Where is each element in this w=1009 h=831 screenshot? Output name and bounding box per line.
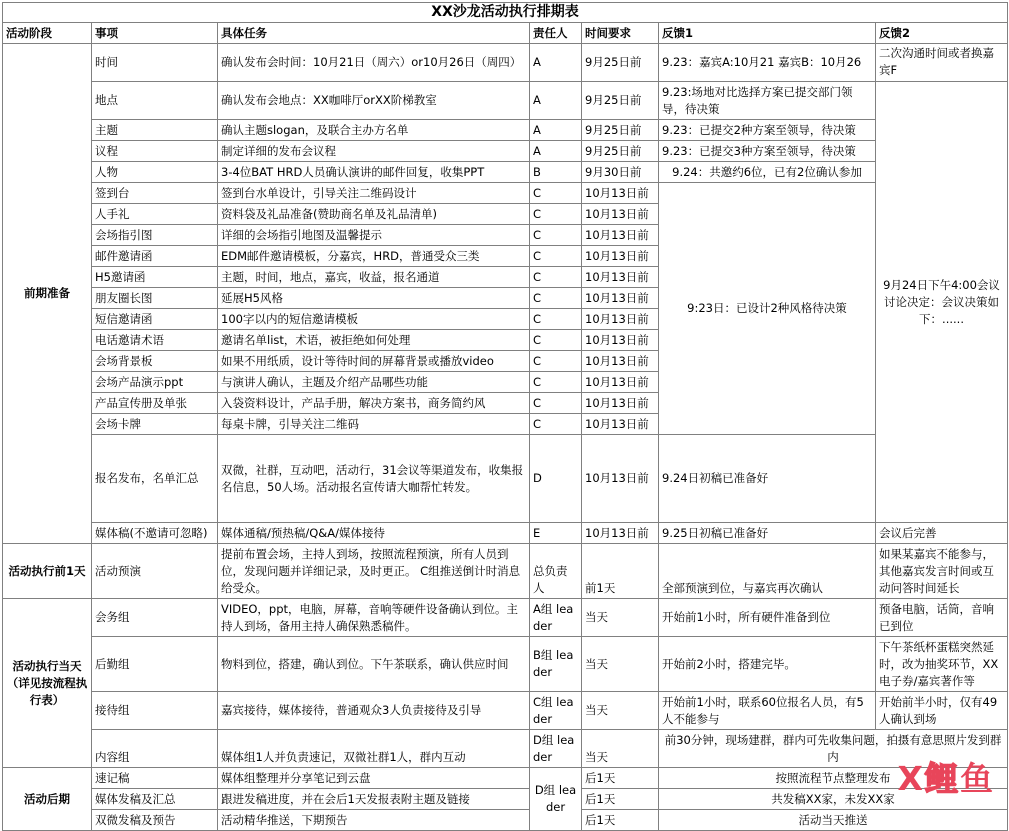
task-cell: 嘉宾接待，媒体接待，普通观众3人负责接待及引导 bbox=[218, 692, 530, 730]
task-cell: 延展H5风格 bbox=[218, 288, 530, 309]
header-feedback1: 反馈1 bbox=[659, 23, 876, 44]
due-cell: 9月25日前 bbox=[582, 141, 659, 162]
header-stage: 活动阶段 bbox=[3, 23, 92, 44]
item-cell: 媒体稿(不邀请可忽略) bbox=[92, 523, 218, 544]
task-cell: 物料到位，搭建，确认到位。下午茶联系，确认供应时间 bbox=[218, 637, 530, 692]
task-cell: 跟进发稿进度，并在会后1天发报表附主题及链接 bbox=[218, 789, 530, 810]
feedback2-cell: 二次沟通时间或者换嘉宾F bbox=[876, 44, 1008, 82]
header-feedback2: 反馈2 bbox=[876, 23, 1008, 44]
header-task: 具体任务 bbox=[218, 23, 530, 44]
task-cell: 确认主题slogan，及联合主办方名单 bbox=[218, 120, 530, 141]
task-cell: 每桌卡牌，引导关注二维码 bbox=[218, 414, 530, 435]
sheet-title: XX沙龙活动执行排期表 bbox=[3, 3, 1008, 23]
feedback2-cell: 开始前半小时，仅有49人确认到场 bbox=[876, 692, 1008, 730]
owner-cell: A bbox=[530, 82, 582, 120]
owner-cell: B组 leader bbox=[530, 637, 582, 692]
due-cell: 10月13日前 bbox=[582, 246, 659, 267]
owner-cell: C bbox=[530, 288, 582, 309]
schedule-table bbox=[2, 2, 1008, 831]
owner-cell: C bbox=[530, 393, 582, 414]
item-cell: 电话邀请术语 bbox=[92, 330, 218, 351]
due-cell: 10月13日前 bbox=[582, 414, 659, 435]
due-cell: 当天 bbox=[582, 692, 659, 730]
item-cell: 时间 bbox=[92, 44, 218, 82]
owner-cell: C bbox=[530, 330, 582, 351]
due-cell: 10月13日前 bbox=[582, 225, 659, 246]
task-cell: 签到台水单设计，引导关注二维码设计 bbox=[218, 183, 530, 204]
feedback1-cell: 9.23：已提交2种方案至领导，待决策 bbox=[659, 120, 876, 141]
due-cell: 9月25日前 bbox=[582, 44, 659, 82]
item-cell: 朋友圈长图 bbox=[92, 288, 218, 309]
post-owner-cell: D组 leader bbox=[530, 768, 582, 831]
item-cell: 会场指引图 bbox=[92, 225, 218, 246]
item-cell: 会务组 bbox=[92, 599, 218, 637]
design-feedback-cell: 9:23日：已设计2种风格待决策 bbox=[659, 183, 876, 435]
item-cell: 媒体发稿及汇总 bbox=[92, 789, 218, 810]
task-cell: 资料袋及礼品准备(赞助商名单及礼品清单) bbox=[218, 204, 530, 225]
stage-pre: 前期准备 bbox=[3, 44, 92, 544]
due-cell: 10月13日前 bbox=[582, 309, 659, 330]
task-cell: 详细的会场指引地图及温馨提示 bbox=[218, 225, 530, 246]
task-cell: 活动精华推送，下期预告 bbox=[218, 810, 530, 831]
task-cell: 确认发布会时间：10月21日（周六）or10月26日（周四） bbox=[218, 44, 530, 82]
header-due: 时间要求 bbox=[582, 23, 659, 44]
task-cell: 提前布置会场，主持人到场，按照流程预演，所有人员到位，发现问题并详细记录，及时更正。 C组推送倒计时消息给受众。 bbox=[218, 544, 530, 599]
due-cell: 9月30日前 bbox=[582, 162, 659, 183]
due-cell: 10月13日前 bbox=[582, 372, 659, 393]
due-cell: 9月25日前 bbox=[582, 120, 659, 141]
item-cell: 签到台 bbox=[92, 183, 218, 204]
item-cell: 内容组 bbox=[92, 730, 218, 768]
task-cell: 入袋资料设计，产品手册，解决方案书，商务简约风 bbox=[218, 393, 530, 414]
task-cell: 如果不用纸质，设计等待时间的屏幕背景或播放video bbox=[218, 351, 530, 372]
owner-cell: C bbox=[530, 204, 582, 225]
feedback1-cell: 9.24日初稿已准备好 bbox=[659, 435, 876, 523]
header-owner: 责任人 bbox=[530, 23, 582, 44]
feedback-merged-cell: 共发稿XX家，未发XX家 bbox=[659, 789, 1008, 810]
due-cell: 10月13日前 bbox=[582, 330, 659, 351]
header-item: 事项 bbox=[92, 23, 218, 44]
item-cell: 议程 bbox=[92, 141, 218, 162]
item-cell: H5邀请函 bbox=[92, 267, 218, 288]
task-cell: 主题，时间，地点，嘉宾，收益，报名通道 bbox=[218, 267, 530, 288]
feedback-merged-cell: 前30分钟，现场建群，群内可先收集问题，拍摄有意思照片发到群内 bbox=[659, 730, 1008, 768]
stage-day-of: 活动执行当天（详见按流程执行表） bbox=[3, 599, 92, 768]
owner-cell: B bbox=[530, 162, 582, 183]
feedback2-cell: 如果某嘉宾不能参与，其他嘉宾发言时间或互动问答时间延长 bbox=[876, 544, 1008, 599]
feedback-merged-cell: 按照流程节点整理发布 bbox=[659, 768, 1008, 789]
meeting-feedback-cell: 9月24日下午4:00会议讨论决定：会议决策如下：...... bbox=[876, 82, 1008, 523]
task-cell: 双微，社群，互动吧，活动行，31会议等渠道发布，收集报名信息，50人场。活动报名宣传请大咖帮忙转发。 bbox=[218, 435, 530, 523]
stage-day-before: 活动执行前1天 bbox=[3, 544, 92, 599]
owner-cell: C bbox=[530, 225, 582, 246]
item-cell: 会场卡牌 bbox=[92, 414, 218, 435]
due-cell: 10月13日前 bbox=[582, 204, 659, 225]
owner-cell: E bbox=[530, 523, 582, 544]
watermark-part: 鱼 bbox=[960, 759, 995, 798]
feedback1-cell: 开始前2小时，搭建完毕。 bbox=[659, 637, 876, 692]
item-cell: 活动预演 bbox=[92, 544, 218, 599]
feedback1-cell: 开始前1小时，联系60位报名人员，有5人不能参与 bbox=[659, 692, 876, 730]
due-cell: 9月25日前 bbox=[582, 82, 659, 120]
task-cell: 媒体通稿/预热稿/Q&A/媒体接待 bbox=[218, 523, 530, 544]
owner-cell: C bbox=[530, 351, 582, 372]
owner-cell: A bbox=[530, 141, 582, 162]
feedback1-cell: 开始前1小时，所有硬件准备到位 bbox=[659, 599, 876, 637]
owner-cell: D bbox=[530, 435, 582, 523]
owner-cell: C bbox=[530, 309, 582, 330]
owner-cell: 总负责人 bbox=[530, 544, 582, 599]
owner-cell: C bbox=[530, 372, 582, 393]
due-cell: 10月13日前 bbox=[582, 288, 659, 309]
item-cell: 会场背景板 bbox=[92, 351, 218, 372]
due-cell: 10月13日前 bbox=[582, 183, 659, 204]
item-cell: 报名发布，名单汇总 bbox=[92, 435, 218, 523]
task-cell: 3-4位BAT HRD人员确认演讲的邮件回复，收集PPT bbox=[218, 162, 530, 183]
task-cell: 制定详细的发布会议程 bbox=[218, 141, 530, 162]
watermark-part: 鲤 bbox=[925, 759, 960, 798]
due-cell: 10月13日前 bbox=[582, 435, 659, 523]
task-cell: 100字以内的短信邀请模板 bbox=[218, 309, 530, 330]
item-cell: 地点 bbox=[92, 82, 218, 120]
due-cell: 10月13日前 bbox=[582, 523, 659, 544]
item-cell: 速记稿 bbox=[92, 768, 218, 789]
feedback1-cell: 9.25日初稿已准备好 bbox=[659, 523, 876, 544]
due-cell: 当天 bbox=[582, 599, 659, 637]
task-cell: VIDEO，ppt，电脑，屏幕，音响等硬件设备确认到位。主持人到场，备用主持人确保熟悉稿件。 bbox=[218, 599, 530, 637]
due-cell: 后1天 bbox=[582, 789, 659, 810]
task-cell: EDM邮件邀请模板，分嘉宾，HRD，普通受众三类 bbox=[218, 246, 530, 267]
owner-cell: A组 leader bbox=[530, 599, 582, 637]
feedback1-cell: 9.23：嘉宾A:10月21 嘉宾B：10月26 bbox=[659, 44, 876, 82]
item-cell: 会场产品演示ppt bbox=[92, 372, 218, 393]
due-cell: 当天 bbox=[582, 730, 659, 768]
owner-cell: C bbox=[530, 414, 582, 435]
owner-cell: C bbox=[530, 267, 582, 288]
item-cell: 短信邀请函 bbox=[92, 309, 218, 330]
feedback1-cell: 9.23:场地对比选择方案已提交部门领导，待决策 bbox=[659, 82, 876, 120]
feedback2-cell: 下午茶纸杯蛋糕突然延时，改为抽奖环节，XX电子券/嘉宾著作等 bbox=[876, 637, 1008, 692]
due-cell: 当天 bbox=[582, 637, 659, 692]
task-cell: 媒体组整理并分享笔记到云盘 bbox=[218, 768, 530, 789]
owner-cell: D组 leader bbox=[530, 730, 582, 768]
item-cell: 接待组 bbox=[92, 692, 218, 730]
item-cell: 主题 bbox=[92, 120, 218, 141]
item-cell: 人物 bbox=[92, 162, 218, 183]
item-cell: 人手礼 bbox=[92, 204, 218, 225]
feedback1-cell: 全部预演到位，与嘉宾再次确认 bbox=[659, 544, 876, 599]
owner-cell: A bbox=[530, 120, 582, 141]
watermark-part: X bbox=[897, 759, 925, 798]
task-cell: 媒体组1人并负责速记，双微社群1人，群内互动 bbox=[218, 730, 530, 768]
feedback2-cell: 预备电脑，话筒，音响已到位 bbox=[876, 599, 1008, 637]
feedback-merged-cell: 活动当天推送 bbox=[659, 810, 1008, 831]
owner-cell: C组 leader bbox=[530, 692, 582, 730]
item-cell: 产品宣传册及单张 bbox=[92, 393, 218, 414]
task-cell: 与演讲人确认，主题及介绍产品哪些功能 bbox=[218, 372, 530, 393]
task-cell: 邀请名单list，术语，被拒绝如何处理 bbox=[218, 330, 530, 351]
due-cell: 10月13日前 bbox=[582, 267, 659, 288]
due-cell: 10月13日前 bbox=[582, 351, 659, 372]
feedback2-cell: 会议后完善 bbox=[876, 523, 1008, 544]
due-cell: 后1天 bbox=[582, 810, 659, 831]
item-cell: 双微发稿及预告 bbox=[92, 810, 218, 831]
item-cell: 邮件邀请函 bbox=[92, 246, 218, 267]
owner-cell: C bbox=[530, 183, 582, 204]
feedback1-cell: 9.23：已提交3种方案至领导，待决策 bbox=[659, 141, 876, 162]
stage-post: 活动后期 bbox=[3, 768, 92, 831]
owner-cell: C bbox=[530, 246, 582, 267]
task-cell: 确认发布会地点：XX咖啡厅orXX阶梯教室 bbox=[218, 82, 530, 120]
due-cell: 前1天 bbox=[582, 544, 659, 599]
owner-cell: A bbox=[530, 44, 582, 82]
due-cell: 后1天 bbox=[582, 768, 659, 789]
due-cell: 10月13日前 bbox=[582, 393, 659, 414]
item-cell: 后勤组 bbox=[92, 637, 218, 692]
feedback1-cell: 9.24：共邀约6位，已有2位确认参加 bbox=[659, 162, 876, 183]
